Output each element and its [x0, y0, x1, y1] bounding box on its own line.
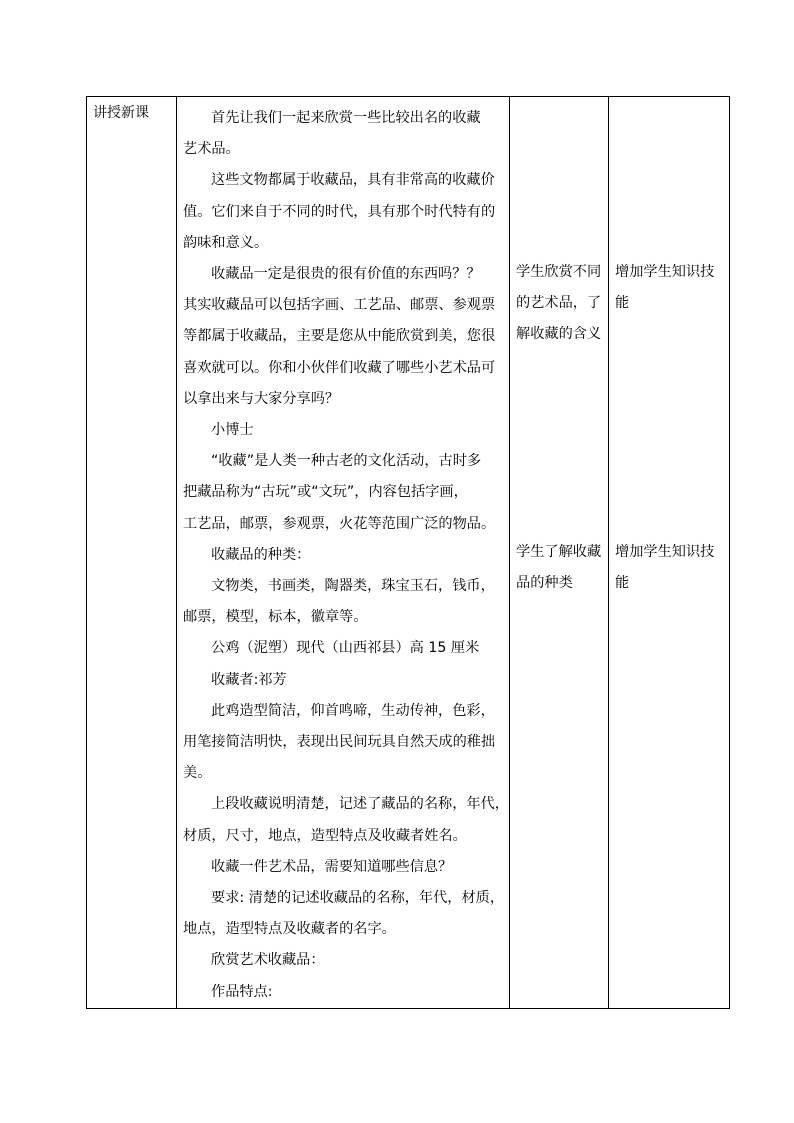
- design-intent-line: 增加学生知识技: [615, 264, 715, 280]
- design-intent-cell: [609, 97, 730, 1009]
- content-line: 这些文物都属于收藏品，具有非常高的收藏价: [211, 172, 495, 189]
- content-line: 收藏品一定是很贵的很有价值的东西吗？？: [211, 266, 481, 283]
- section-label: 讲授新课: [93, 105, 149, 121]
- student-activity-block: [516, 537, 604, 599]
- student-activity-block: [516, 257, 604, 351]
- content-line: 其实收藏品可以包括字画、工艺品、邮票、参观票: [183, 297, 496, 314]
- content-line: 工艺品，邮票，参观票，火花等范围广泛的物品。: [183, 515, 496, 532]
- content-line: 用笔接简洁明快，表现出民间玩具自然天成的稚拙: [183, 734, 496, 751]
- design-intent-block: [615, 257, 725, 319]
- student-activity-line: 学生欣赏不同: [516, 264, 602, 280]
- content-line: 作品特点:: [211, 983, 273, 1000]
- content-line: 等都属于收藏品，主要是您从中能欣赏到美，您很: [183, 328, 496, 345]
- content-line: 要求: 清楚的记述收藏品的名称，年代，材质，: [211, 890, 505, 907]
- content-line: 收藏者:祁芳: [211, 671, 287, 688]
- content-line: 公鸡（泥塑）现代（山西祁县）高 15 厘米: [211, 640, 480, 657]
- content-line: 韵味和意义。: [183, 234, 269, 251]
- content-line: 值。它们来自于不同的时代，具有那个时代特有的: [183, 203, 496, 220]
- student-activity-line: 品的种类: [516, 575, 573, 592]
- content-line: 喜欢就可以。你和小伙伴们收藏了哪些小艺术品可: [183, 359, 496, 376]
- student-activity-cell: [510, 97, 609, 1009]
- content-line: 以拿出来与大家分享吗？: [183, 390, 340, 407]
- content-line: 艺术品。: [183, 141, 240, 158]
- content-line: 欣赏艺术收藏品：: [211, 952, 325, 969]
- content-line: 收藏一件艺术品，需要知道哪些信息？: [211, 858, 453, 875]
- content-line: 小博士: [211, 422, 254, 439]
- lesson-plan-table: [86, 96, 730, 1009]
- content-line: 材质，尺寸，地点，造型特点及收藏者姓名。: [183, 827, 467, 844]
- section-label-cell: [87, 97, 177, 1009]
- design-intent-block: [615, 537, 725, 599]
- content-line: “收藏”是人类一种古老的文化活动，古时多: [211, 453, 482, 470]
- teaching-content: [183, 103, 509, 1008]
- content-line: 邮票，模型，标本，徽章等。: [183, 609, 368, 626]
- design-intent-line: 增加学生知识技: [615, 544, 715, 560]
- teaching-content-cell: [177, 97, 510, 1009]
- table-row: [87, 97, 730, 1009]
- design-intent-line: 能: [615, 295, 630, 312]
- content-line: 把藏品称为“古玩”或“文玩”，内容包括字画，: [183, 484, 468, 501]
- content-line: 上段收藏说明清楚，记述了藏品的名称，年代，: [211, 796, 509, 813]
- content-line: 收藏品的种类：: [211, 546, 311, 563]
- content-line: 首先让我们一起来欣赏一些比较出名的收藏: [211, 110, 481, 126]
- content-line: 美。: [183, 765, 212, 782]
- content-line: 此鸡造型简洁，仰首鸣啼，生动传神，色彩，: [211, 702, 495, 719]
- content-line: 文物类，书画类，陶器类，珠宝玉石，钱币，: [211, 578, 495, 595]
- design-intent-line: 能: [615, 575, 630, 592]
- student-activity-line: 的艺术品，了: [516, 295, 602, 312]
- content-line: 地点，造型特点及收藏者的名字。: [183, 921, 396, 938]
- student-activity-line: 学生了解收藏: [516, 544, 602, 560]
- student-activity-line: 解收藏的含义: [516, 326, 602, 343]
